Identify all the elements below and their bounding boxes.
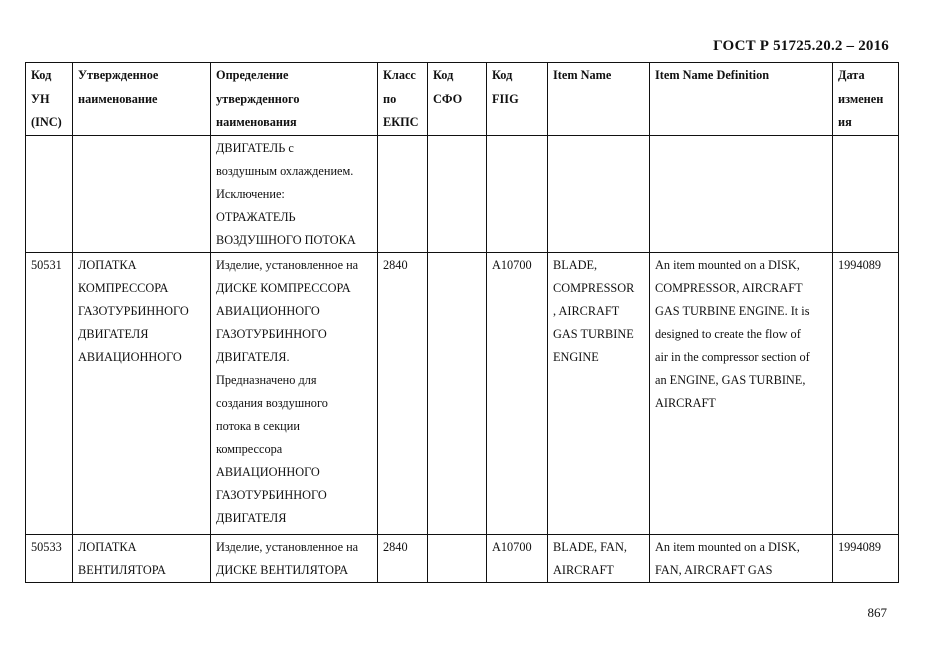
- table-cell-date: [833, 252, 899, 534]
- cell-text-line: АВИАЦИОННОГО: [216, 303, 320, 318]
- table-header-row: [26, 63, 899, 136]
- cell-text-line: An item mounted on a DISK,: [655, 257, 800, 272]
- cell-text-line: An item mounted on a DISK,: [655, 539, 800, 554]
- cell-text-line: COMPRESSOR: [553, 280, 635, 295]
- column-header-fiig: [487, 63, 548, 136]
- cell-text-line: воздушным охлаждением.: [216, 163, 354, 178]
- column-header-line: FIIG: [492, 91, 519, 106]
- cell-text-line: ДВИГАТЕЛЬ с: [216, 140, 294, 155]
- cell-text-line: 1994089: [838, 539, 882, 554]
- table-cell-inc: [26, 534, 73, 582]
- table-cell-definition: [211, 135, 378, 252]
- table-cell-sfo: [428, 252, 487, 534]
- table-cell-date: [833, 135, 899, 252]
- column-header-line: Код: [492, 68, 513, 82]
- cell-text-line: 50531: [31, 257, 62, 272]
- column-header-ekps: [378, 63, 428, 136]
- cell-text-line: 2840: [383, 539, 408, 554]
- cell-text-line: ГАЗОТУРБИННОГО: [78, 303, 189, 318]
- table-row: [26, 534, 899, 582]
- table-cell-sfo: [428, 135, 487, 252]
- cell-text-line: an ENGINE, GAS TURBINE,: [655, 372, 806, 387]
- table-row: [26, 252, 899, 534]
- table-cell-definition: [211, 252, 378, 534]
- column-header-line: Утвержденное: [78, 68, 159, 82]
- column-header-approved-name: [73, 63, 211, 136]
- column-header-line: (INC): [31, 115, 62, 129]
- cell-text-line: КОМПРЕССОРА: [78, 280, 169, 295]
- column-header-line: Класс: [383, 68, 416, 82]
- table-cell-ekps: [378, 252, 428, 534]
- cell-text-line: Изделие, установленное на: [216, 539, 359, 554]
- cell-text-line: Изделие, установленное на: [216, 257, 359, 272]
- column-header-line: Код: [433, 68, 454, 82]
- table-cell-approved-name: [73, 534, 211, 582]
- table-cell-item-name: [548, 252, 650, 534]
- cell-text-line: AIRCRAFT: [553, 562, 614, 577]
- cell-text-line: A10700: [492, 539, 532, 554]
- column-header-line: ЕКПС: [383, 115, 419, 129]
- column-header-line: ия: [838, 115, 852, 129]
- column-header-line: Код: [31, 68, 52, 82]
- cell-text-line: создания воздушного: [216, 395, 328, 410]
- cell-text-line: ГАЗОТУРБИННОГО: [216, 487, 327, 502]
- table-cell-ekps: [378, 534, 428, 582]
- cell-text-line: ОТРАЖАТЕЛЬ: [216, 209, 296, 224]
- table-cell-inc: [26, 252, 73, 534]
- cell-text-line: GAS TURBINE: [553, 326, 634, 341]
- column-header-line: Определение: [216, 68, 289, 82]
- table-cell-fiig: [487, 135, 548, 252]
- column-header-line: СФО: [433, 91, 463, 106]
- cell-text-line: ДИСКЕ КОМПРЕССОРА: [216, 280, 351, 295]
- column-header-line: утвержденного: [216, 91, 300, 106]
- column-header-line: наименование: [78, 91, 158, 106]
- cell-text-line: GAS TURBINE ENGINE. It is: [655, 303, 810, 318]
- table-cell-item-name: [548, 534, 650, 582]
- table-cell-date: [833, 534, 899, 582]
- table-row: [26, 135, 899, 252]
- cell-text-line: designed to create the flow of: [655, 326, 801, 341]
- column-header-definition: [211, 63, 378, 136]
- cell-text-line: ЛОПАТКА: [78, 257, 137, 272]
- cell-text-line: AIRCRAFT: [655, 395, 716, 410]
- column-header-inc: [26, 63, 73, 136]
- cell-text-line: Предназначено для: [216, 372, 317, 387]
- table-cell-approved-name: [73, 135, 211, 252]
- cell-text-line: 1994089: [838, 257, 882, 272]
- table-cell-inc: [26, 135, 73, 252]
- cell-text-line: Исключение:: [216, 186, 285, 201]
- column-header-date: [833, 63, 899, 136]
- cell-text-line: АВИАЦИОННОГО: [216, 464, 320, 479]
- cell-text-line: ДИСКЕ ВЕНТИЛЯТОРА: [216, 562, 349, 577]
- cell-text-line: 50533: [31, 539, 62, 554]
- table-body: [26, 135, 899, 582]
- page-number: 867: [867, 605, 887, 620]
- column-header-sfo: [428, 63, 487, 136]
- table-cell-ekps: [378, 135, 428, 252]
- column-header-line: наименования: [216, 115, 297, 129]
- table-cell-approved-name: [73, 252, 211, 534]
- cell-text-line: ВОЗДУШНОГО ПОТОКА: [216, 232, 356, 247]
- cell-text-line: компрессора: [216, 441, 283, 456]
- cell-text-line: ДВИГАТЕЛЯ: [78, 326, 149, 341]
- table-cell-sfo: [428, 534, 487, 582]
- cell-text-line: потока в секции: [216, 418, 300, 433]
- cell-text-line: АВИАЦИОННОГО: [78, 349, 182, 364]
- cell-text-line: ДВИГАТЕЛЯ: [216, 510, 287, 525]
- cell-text-line: ГАЗОТУРБИННОГО: [216, 326, 327, 341]
- cell-text-line: A10700: [492, 257, 532, 272]
- cell-text-line: BLADE,: [553, 257, 598, 272]
- table-cell-item-def: [650, 252, 833, 534]
- cell-text-line: ДВИГАТЕЛЯ.: [216, 349, 290, 364]
- cell-text-line: ЛОПАТКА: [78, 539, 137, 554]
- column-header-line: УН: [31, 91, 50, 106]
- table-cell-item-def: [650, 135, 833, 252]
- column-header-line: изменен: [838, 91, 884, 106]
- cell-text-line: air in the compressor section of: [655, 349, 810, 364]
- cell-text-line: BLADE, FAN,: [553, 539, 627, 554]
- document-title: ГОСТ Р 51725.20.2 – 2016: [713, 38, 889, 54]
- column-header-item-name: [548, 63, 650, 136]
- table-cell-item-def: [650, 534, 833, 582]
- table-cell-definition: [211, 534, 378, 582]
- table-cell-fiig: [487, 534, 548, 582]
- cell-text-line: 2840: [383, 257, 408, 272]
- column-header-item-def: [650, 63, 833, 136]
- cell-text-line: FAN, AIRCRAFT GAS: [655, 562, 773, 577]
- table-cell-item-name: [548, 135, 650, 252]
- cell-text-line: ВЕНТИЛЯТОРА: [78, 562, 166, 577]
- column-header-line: Item Name: [553, 68, 612, 82]
- table-cell-fiig: [487, 252, 548, 534]
- cell-text-line: COMPRESSOR, AIRCRAFT: [655, 280, 803, 295]
- column-header-line: по: [383, 91, 397, 106]
- cell-text-line: ENGINE: [553, 349, 599, 364]
- cell-text-line: , AIRCRAFT: [553, 303, 620, 318]
- column-header-line: Item Name Definition: [655, 68, 770, 82]
- column-header-line: Дата: [838, 68, 865, 82]
- catalog-table: [25, 62, 899, 583]
